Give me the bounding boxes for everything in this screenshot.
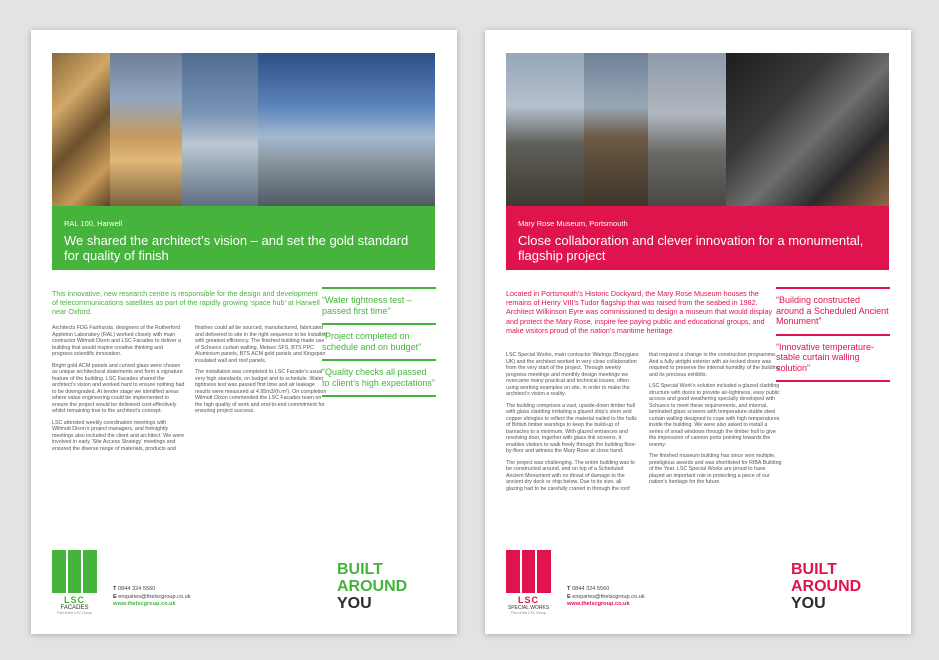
headline: Close collaboration and clever innovation for a monumental, flagship project <box>518 233 864 263</box>
headline-banner <box>52 206 435 270</box>
email-label: E <box>567 593 571 600</box>
photo-museum-exterior <box>506 53 584 206</box>
tagline-line-2: AROUND <box>791 578 862 595</box>
pull-quote: “Project completed on schedule and on budget” <box>322 331 422 352</box>
body-paragraph: finishes could all be sourced, manufactured, fabricated and delivered to site in the right sequence to be installed with greatest efficiency. The finished building made use of Schueco curtain walling, Metsec SFS, BTS PPC Aluminium panels, BTS ACM gold panels and Kingspan insulated wall and roof panels. <box>195 325 328 364</box>
body-paragraph: The project was challenging. The entire building was to be constructed around, and on top of a Scheduled Ancient Monument with no threat of damage to the ancient dry dock or ship below. Due to its size, all glazing had to be carefully craned in through the roof <box>506 459 635 492</box>
tagline-line-3: YOU <box>337 595 372 612</box>
body-columns <box>506 352 782 497</box>
photo-curved-gold-facade <box>110 53 182 206</box>
contact-details <box>567 586 645 609</box>
phone-number: 0844 324 5560 <box>117 586 156 592</box>
lsc-special-works-logo <box>506 550 551 615</box>
body-paragraph: The finished museum building has since won multiple, prestigious awards and was shortlisted for RIBA Building of the Year. LSC Special Works are proud to have played an important role in protecting a piece of our nation’s heritage for the future. <box>649 453 782 485</box>
body-column-1 <box>52 325 185 457</box>
phone-number: 0844 324 5560 <box>571 586 610 592</box>
contact-details <box>113 586 191 609</box>
project-location: Mary Rose Museum, Portsmouth <box>518 219 628 228</box>
headline-banner <box>506 206 889 270</box>
project-location: RAL 100, Harwell <box>64 219 123 228</box>
pull-quote: “Building constructed around a Scheduled Ancient Monument” <box>776 295 889 326</box>
photo-strip <box>52 53 435 206</box>
body-columns <box>52 325 328 457</box>
divider <box>322 395 436 397</box>
body-column-1 <box>506 352 639 497</box>
photo-dockyard <box>648 53 726 206</box>
lsc-facades-logo <box>52 550 97 615</box>
body-paragraph: that required a change in the construction programme. And a fully airtight exterior with air-locked doors was required to preserve the internal humidity of the building and its precious exhibits. <box>649 352 780 378</box>
phone-label: T <box>113 586 117 592</box>
tagline <box>337 561 407 612</box>
photo-gold-panels <box>52 53 110 206</box>
email-label: E <box>113 593 117 600</box>
phone-line <box>113 586 191 594</box>
logo-wordmark: LSC <box>518 595 539 605</box>
body-paragraph: LSC Special Work’s solution included a glazed cladding structure with doors to provide air-tightness, easy public access and good weathering specially developed with Schueco to meet these requirements, and internal, laminated glass screens with temperature-stable steel curtain walling designed to cope with high temperatures inside the building. We were also asked to install a series of small windows through the timber hull to give the impression of cannon ports pointing towards the enemy. <box>649 383 780 448</box>
case-study-sheet-harwell <box>31 30 457 634</box>
email-address[interactable]: enquiries@thelscgroup.co.uk <box>572 593 645 600</box>
phone-line <box>567 586 645 594</box>
website-link[interactable]: www.thelscgroup.co.uk <box>113 601 176 607</box>
logo-division-name: FACADES <box>60 605 89 611</box>
body-column-2 <box>195 325 328 457</box>
body-paragraph: LSC attended weekly coordination meetings with Willmott Dixon’s project managers, and fortnightly meetings also included the client and architect. We were involved in early ‘Site Access Strategy’ meetings and ensured the diverse range of materials, products and <box>52 419 185 452</box>
photo-glass-dome <box>182 53 258 206</box>
phone-label: T <box>567 586 571 592</box>
pull-quote: “Water tightness test – passed first time” <box>322 295 412 316</box>
email-line <box>113 594 191 602</box>
tagline-line-1: BUILT <box>791 561 837 578</box>
photo-strip <box>506 53 889 206</box>
logo-mark <box>506 550 551 593</box>
tagline-line-1: BUILT <box>337 561 383 578</box>
logo-mark <box>52 550 97 593</box>
lead-paragraph: This innovative, new research centre is responsible for the design and development of telecommunications satellites as part of the rapidly growing ‘space hub’ at Harwell near Oxford. <box>52 289 320 317</box>
logo-subtitle: Part of the LSC Group <box>57 611 92 615</box>
body-paragraph: LSC Special Works, main contractor Warings (Bouygues UK) and the architect worked in very close collaboration from the very start of the project. Through weekly progress meetings and monthly design meetings we overcame many practical and technical issues, often using working examples on site, in order to make the architect’s vision a reality. <box>506 352 639 397</box>
email-address[interactable]: enquiries@thelscgroup.co.uk <box>118 593 191 600</box>
logo-subtitle: Part of the LSC Group <box>511 611 546 615</box>
case-study-sheet-mary-rose <box>485 30 911 634</box>
divider <box>776 380 890 382</box>
body-column-2 <box>649 352 782 497</box>
logo-wordmark: LSC <box>64 595 85 605</box>
body-paragraph: The installation was completed to LSC Facade’s usual very high standards, on budget and to schedule. Water tightness test was passed first time and air leakage results were measured at 4.95m3/(h.m²). On completion Wilmott Dixon commended the LSC Facades team on the high quality of work and end-to-end commitment for ensuring project success. <box>195 369 327 414</box>
body-paragraph: The building comprises a vast, upside-down timber hull with glass cladding imitating a glazed ship’s stern and copper shingles to reflect the material nailed to the hulls of British timber warships to keep the build-up of barnacles to a minimum. With glazed entrances and revolving door, together with glass link screens, it enables visitors to walk freely through the building floor-by-floor and witness the Mary Rose at close hand. <box>506 402 637 454</box>
photo-museum-interior <box>726 53 889 206</box>
logo-division-name: SPECIAL WORKS <box>507 605 550 611</box>
lead-paragraph: Located in Portsmouth’s Historic Dockyard, the Mary Rose Museum houses the remains of Henry VIII’s Tudor flagship that was raised from the seabed in 1982. Architect Wilkinson Eyre was commissioned to design a museum that would display and protect the Mary Rose, inspire fee paying public and educational groups, and make visitors proud of the nation’s maritime heritage. <box>506 289 773 335</box>
website-link[interactable]: www.thelscgroup.co.uk <box>567 601 630 607</box>
email-line <box>567 594 645 602</box>
pull-quotes <box>322 287 436 397</box>
pull-quote: “Innovative temperature-stable curtain walling solution” <box>776 341 875 373</box>
body-paragraph: Architects FDG Fairhursts, designers of the Rutherford Appleton Laboratory (RAL) worked closely with main contractor Wilmott Dixon and LSC Facades to deliver a building that would inspire creative thinking and progress scientific innovation. <box>52 325 181 357</box>
pull-quote: “Quality checks all passed to client’s high expectations” <box>322 367 435 388</box>
photo-building-exterior <box>258 53 435 206</box>
body-paragraph: Bright gold ACM panels and curved glass were chosen as unique architectural statements and form a signature feature of the building. LSC Facades shared the architect’s vision and worked hard to ensure nothing had to be downgraded. At tender stage we identified areas where value engineering could be implemented to ensure the project would be delivered cost-effectively whilst remaining true to the architect’s concept. <box>52 362 185 414</box>
photo-museum-hull <box>584 53 648 206</box>
tagline-line-3: YOU <box>791 595 826 612</box>
pull-quotes <box>776 287 890 382</box>
tagline <box>791 561 861 612</box>
tagline-line-2: AROUND <box>337 578 408 595</box>
headline: We shared the architect’s vision – and set the gold standard for quality of finish <box>64 233 409 263</box>
